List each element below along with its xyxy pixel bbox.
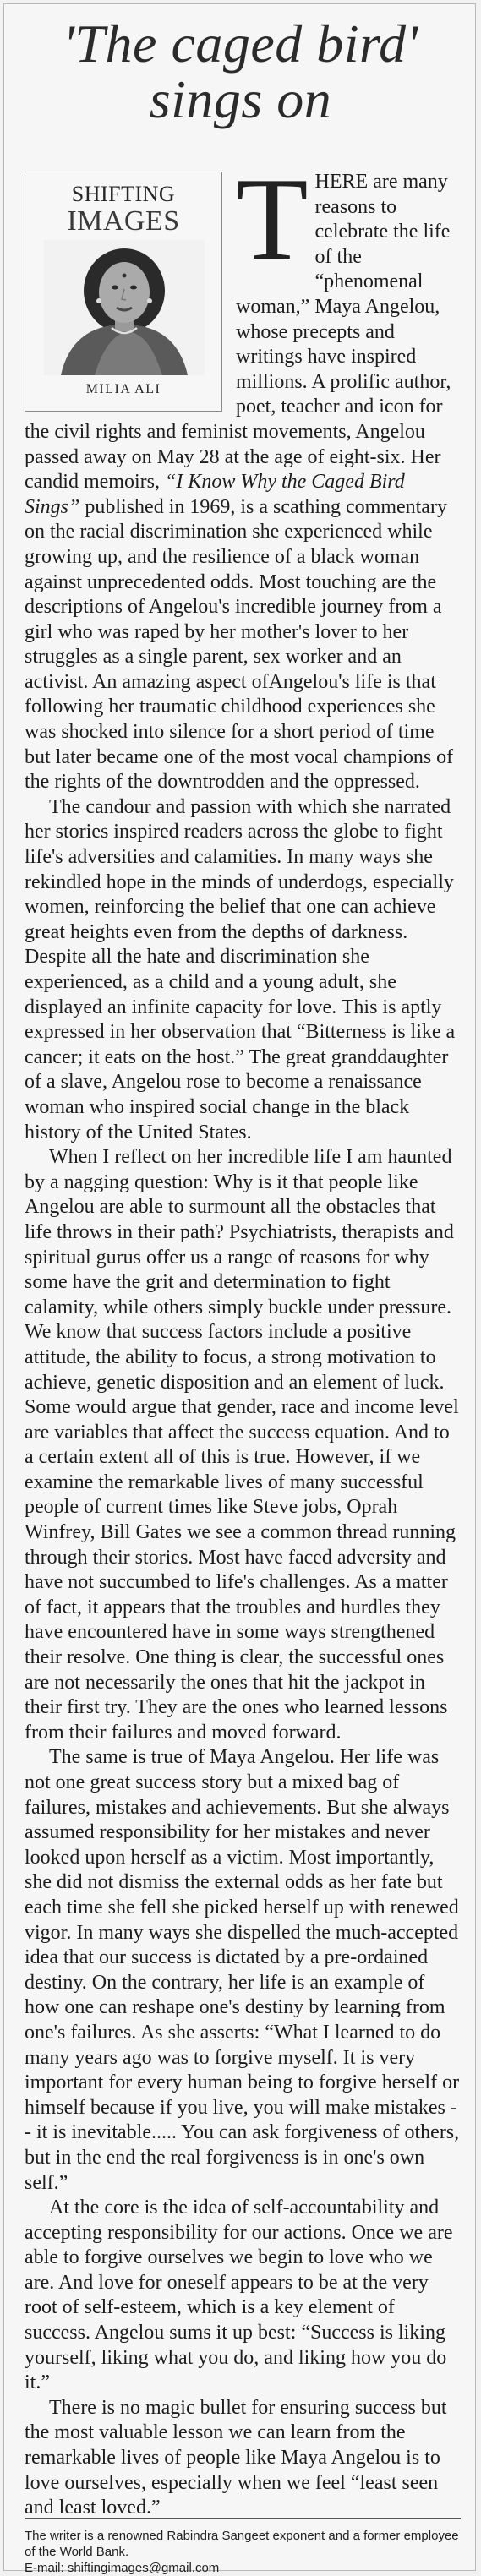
- footnote-email[interactable]: E-mail: shiftingimages@gmail.com: [25, 2561, 220, 2575]
- headline: 'The caged bird' sings on: [63, 14, 418, 129]
- column-logo-box: [25, 172, 222, 412]
- drop-cap: T: [236, 154, 309, 285]
- memoir-title: “I Know Why the Caged Bird Sings”: [25, 471, 405, 518]
- paragraph-3: When I reflect on her incredible life I am haunted by a nagging question: Why is it that people like Angelou are able to surmount all the obstacles that life throws in their path? Psychiatrists, therapists and spiritual gurus offer us a range of reasons for why some have the grit and determination to fight calamity, while others simply buckle under pressure. We know that success factors include a positive attitude, the ability to focus, a strong motivation to achieve, genetic disposition and an element of luck. Some would argue that gender, race and income level are variables that affect the success equation. And to a certain extent all of this is true. However, if we examine the remarkable lives of many successful people of current times like Steve jobs, Oprah Winfrey, Bill Gates we see a common thread running through their stories. Most have faced adversity and have not succumbed to life's challenges. As a matter of fact, it appears that the troubles and hurdles they have encountered have in some ways strengthened their resolve. One thing is clear, the successful ones are not necessarily the ones that hit the jackpot in their first try. They are the ones who learned lessons from their failures and moved forward.: [25, 1146, 459, 1744]
- author-portrait: [44, 240, 205, 375]
- paragraph-2: The candour and passion with which she narrated her stories inspired readers across the globe to fight life's adversities and calamities. In many ways she rekindled hope in the minds of underdogs, especially women, reinforcing the belief that one can achieve great heights even from the depths of darkness. Despite all the hate and discrimination she experienced, as a child and a young adult, she displayed an infinite capacity for love. This is aptly expressed in her observation that “Bitterness is like a cancer; it eats on the host.” The great granddaughter of a slave, Angelou rose to become a renaissance woman who inspired social change in the black history of the United States.: [25, 795, 456, 1143]
- footnote-bio: The writer is a renowned Rabindra Sangeet exponent and a former employee of the World Bank.: [25, 2529, 459, 2559]
- column-title-line1: SHIFTING: [71, 182, 176, 206]
- paragraph-6: There is no magic bullet for ensuring success but the most valuable lesson we can learn from the remarkable lives of people like Maya Angelou is to love ourselves, especially when we feel “least seen and least loved.”: [25, 2396, 447, 2519]
- article-frame: [3, 3, 476, 2575]
- article-body: [25, 154, 461, 2521]
- column-author: MILIA ALI: [85, 382, 161, 397]
- paragraph-5: At the core is the idea of self-accountability and accepting responsibility for our actions. Once we are able to forgive ourselves we begin to love who we are. And love for oneself appears to be at the very root of self-esteem, which is a key element of success. Angelou sums it up best: “Success is liking yourself, liking what you do, and liking how you do it.”: [25, 2197, 453, 2394]
- author-footnote: [25, 2528, 461, 2576]
- paragraph-1-text: HERE are many reasons to celebrate the life of the “phenomenal woman,” Maya Angelou, whose precepts and writings have inspired millions. A prolific author, poet, teacher and icon for the civil rights and feminist movements, Angelou passed away on May 28 at the age of eight-six. Her candid memoirs,: [25, 171, 451, 494]
- column-title-line2: IMAGES: [67, 205, 180, 237]
- footnote-divider: [25, 2518, 461, 2519]
- paragraph-4: The same is true of Maya Angelou. Her life was not one great success story but a mixed bag of failures, mistakes and achievements. But she always assumed responsibility for her mistakes and never looked upon herself as a victim. Most importantly, she did not dismiss the external odds as her fate but each time she fell she picked herself up with renewed vigor. In many ways she dispelled the much-accepted idea that our success is dictated by a pre-ordained destiny. On the contrary, her life is an example of how one can reshape one's destiny by learning from one's failures. As she asserts: “What I learned to do many years ago was to forgive myself. It is very important for every human being to forgive herself or himself because if you live, you will make mistakes -- it is inevitable..... You can ask forgiveness of others, but in the end the real forgiveness is in one's own self.”: [25, 1746, 460, 2194]
- paragraph-1-text-after: published in 1969, is a scathing commentary on the racial discrimination she experienced while growing up, and the resilience of a black woman against unprecedented odds. Most touching are the descriptions of Angelou's incredible journey from a girl who was raped by her mother's lover to her struggles as a single parent, sex worker and an activist. An amazing aspect ofAngelou's life is that following her traumatic childhood experiences she was shocked into silence for a short period of time but later became one of the most vocal champions of the rights of the downtrodden and the oppressed.: [25, 495, 454, 794]
